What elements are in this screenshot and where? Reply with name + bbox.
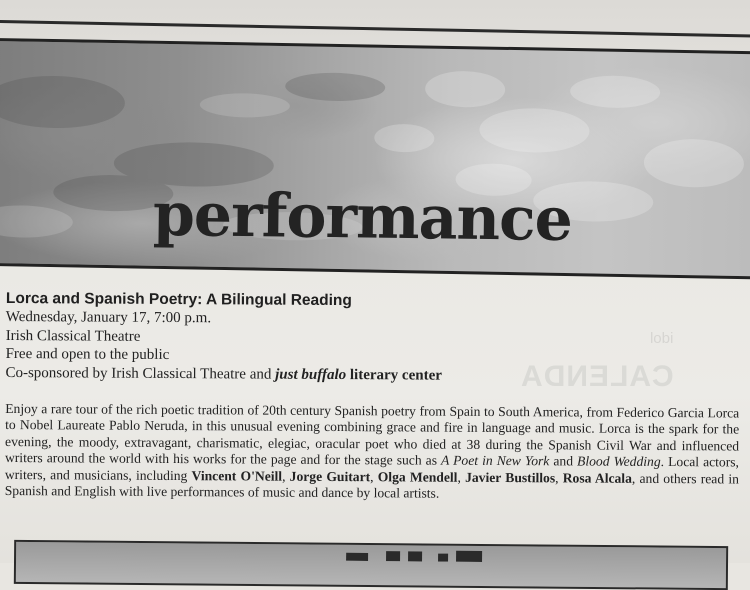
performer-name: Javier Bustillos [465,469,556,485]
description-part3: , and others read in Spanish and English with live performances of music and dance by local artists. [4,470,739,501]
top-rule [0,20,750,38]
description-part1: Enjoy a rare tour of the rich poetic tradition of 20th century Spanish poetry from Spain to South America, from Federico Garcia Lorca to Nobel Laureate Pablo Neruda, in this unusual evening combining grace and fire in language and music. Lorca is the spark for the evening, the moody, extravagant, charismatic, elegiac, oracular poet who died at 38 during the Spanish Civil War and influenced writers around the world with his works for the page and for the stage such as [4,400,740,468]
work-title-2: Blood Wedding [577,453,661,470]
work-title-1: A Poet in New York [441,452,550,469]
performance-banner [0,38,750,279]
performer-name: Rosa Alcala [562,470,632,486]
performer-name: Jorge Guitart [289,468,371,484]
performer-separator: , [457,469,466,485]
event-sponsor [5,363,741,386]
sponsor-org-italic: just buffalo [275,366,347,383]
sponsor-org-bold: literary center [346,366,442,384]
description-part2: . Local actors, writers, and musicians, including [4,454,740,483]
event-venue: Irish Classical Theatre [5,327,141,345]
show-through-text: idol [650,330,674,347]
performer-separator: , [370,468,378,484]
section-title: performance [152,179,573,255]
event-listing [5,289,742,518]
event-title: Lorca and Spanish Poetry: A Bilingual Reading [5,289,352,310]
performer-name: Vincent O'Neill [191,467,283,484]
performer-separator: , [555,469,563,486]
event-description [5,401,740,504]
show-through-heading: CALENDA [520,360,674,393]
performer-separator: , [282,468,290,484]
next-section-banner [14,540,728,590]
event-date: Wednesday, January 17, 7:00 p.m. [5,308,212,327]
performer-name: Olga Mendell [377,468,458,485]
sponsor-prefix: Co-sponsored by Irish Classical Theatre and [5,364,276,383]
description-and: and [549,453,578,469]
cropped-heading-fragment [346,547,486,562]
event-admission: Free and open to the public [5,345,170,363]
